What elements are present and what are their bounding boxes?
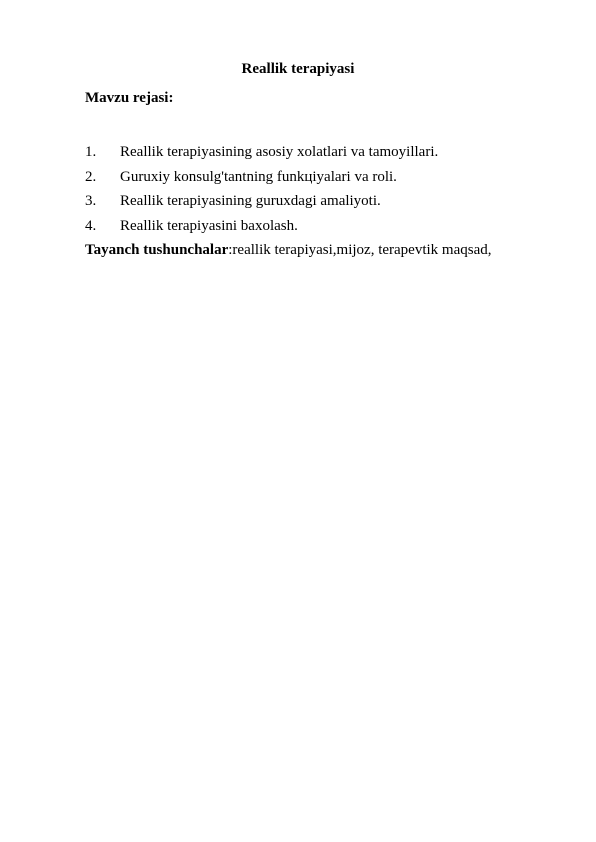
- keywords-label: Tayanch tushunchalar: [85, 242, 229, 258]
- plan-item-text: Reallik terapiyasini baxolash.: [120, 217, 298, 234]
- plan-item: [85, 168, 438, 193]
- plan-item-number: 4.: [85, 217, 97, 234]
- plan-item-number: 1.: [85, 144, 97, 160]
- plan-item-text: Guruxiy konsulg'tantning funkцiyalari va roli.: [120, 168, 397, 185]
- plan-item-number: 3.: [85, 193, 97, 209]
- plan-list: [85, 143, 438, 241]
- keywords-paragraph: [85, 241, 492, 259]
- plan-item: [85, 217, 438, 242]
- keywords-text: :reallik terapiyasi,mijoz, terapevtik maqsad,: [228, 242, 492, 258]
- plan-item: [85, 192, 438, 217]
- plan-item: [85, 143, 438, 168]
- page-title: Reallik terapiyasi: [241, 61, 355, 77]
- plan-item-text: Reallik terapiyasining asosiy xolatlari va tamoyillari.: [120, 144, 439, 160]
- plan-heading: Mavzu rejasi:: [85, 90, 174, 106]
- plan-item-number: 2.: [85, 168, 97, 185]
- plan-item-text: Reallik terapiyasining guruxdagi amaliyoti.: [120, 193, 381, 209]
